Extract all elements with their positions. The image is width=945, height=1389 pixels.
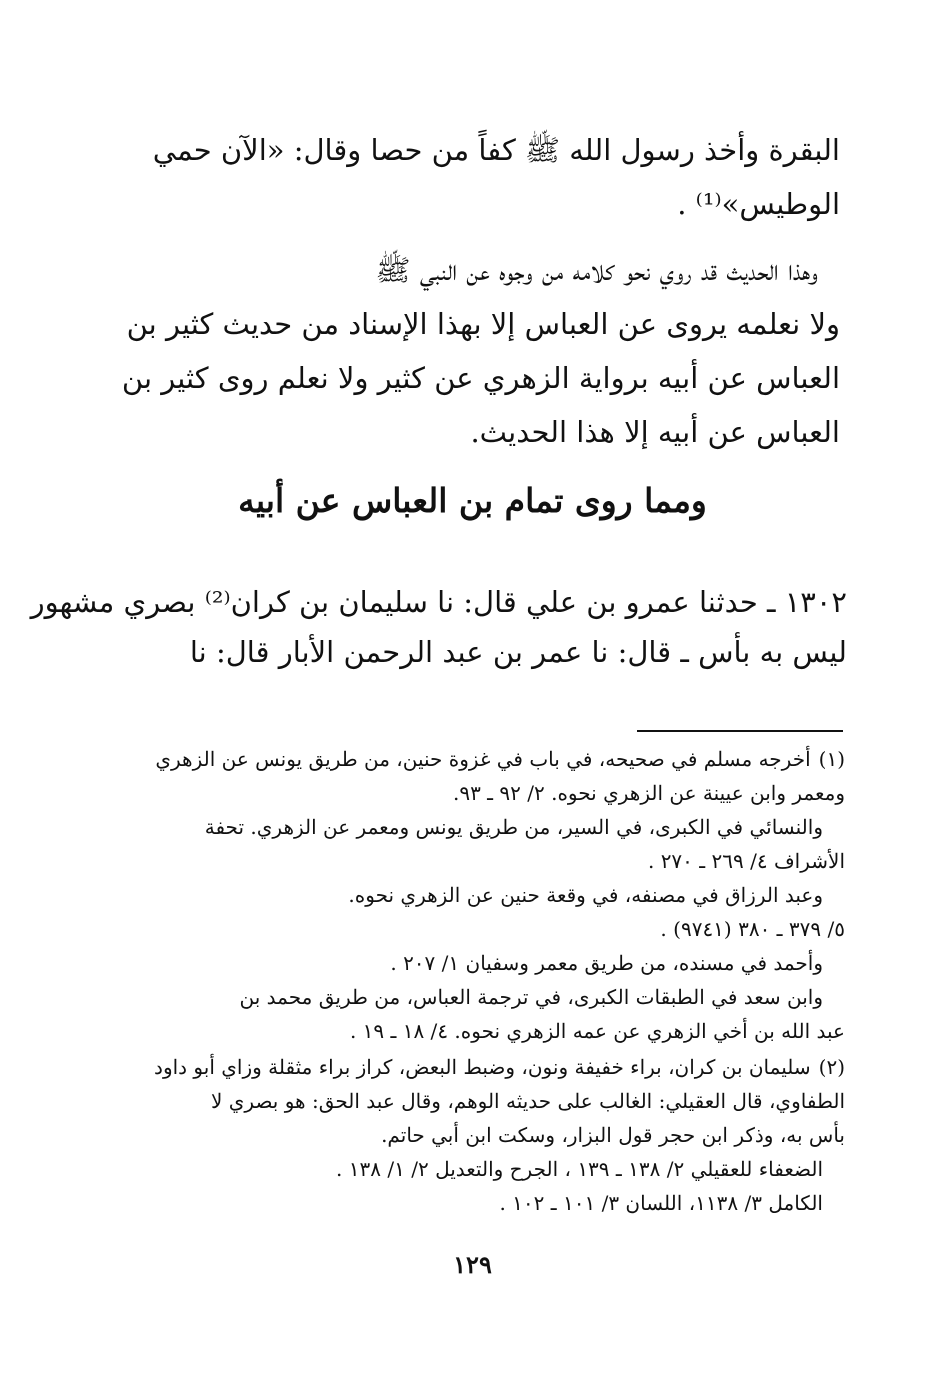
text-line: الوطيس»⁽¹⁾ . [677, 187, 840, 221]
footnote-1 [130, 742, 845, 1048]
paragraph-2 [121, 243, 840, 459]
footnote-line: الطفاوي، قال العقيلي: الغالب على حديثه الوهم، وقال عبد الحق: هو بصري لا [211, 1089, 845, 1113]
footnote-line [130, 1050, 845, 1084]
footnote-separator [637, 730, 843, 732]
footnote-number: (٢) [818, 1055, 845, 1079]
section-heading: ومما روى تمام بن العباس عن أبيه [238, 481, 707, 520]
text-line: العباس عن أبيه إلا هذا الحديث. [470, 415, 840, 449]
footnote-line: الضعفاء للعقيلي ٢/ ١٣٨ ـ ١٣٩ ، الجرح والتعديل ٢/ ١/ ١٣٨ . [336, 1157, 823, 1181]
footnote-number: (١) [818, 747, 845, 771]
page-number: ١٢٩ [453, 1250, 492, 1279]
footnote-line: بأس به، وذكر ابن حجر قول البزار، وسكت ابن أبي حاتم. [381, 1123, 845, 1147]
text-line: وهذا الحديث قد روي نحو كلامه من وجوه عن النبي ﷺ [375, 253, 818, 287]
text-line: ولا نعلمه يروى عن العباس إلا بهذا الإسناد من حديث كثير بن [126, 307, 840, 341]
footnote-line: ٥/ ٣٧٩ ـ ٣٨٠ (٩٧٤١) . [660, 917, 845, 941]
text-line: البقرة وأخذ رسول الله ﷺ كفاً من حصا وقال: «الآن حمي [152, 133, 840, 167]
footnote-line: عبد الله بن أخي الزهري عن عمه الزهري نحوه. ٤/ ١٨ ـ ١٩ . [349, 1019, 845, 1043]
footnote-line: وأحمد في مسنده، من طريق معمر وسفيان ١/ ٢٠٧ . [390, 951, 823, 975]
footnote-line: ومعمر وابن عيينة عن الزهري نحوه. ٢/ ٩٢ ـ ٩٣. [452, 781, 845, 805]
hadith-1302 [30, 577, 847, 677]
footnote-line: والنسائي في الكبرى، في السير، من طريق يونس ومعمر عن الزهري. تحفة [204, 815, 823, 839]
text-line: ليس به بأس ـ قال: نا عمر بن عبد الرحمن الأبار قال: نا [189, 635, 847, 669]
text-line: العباس عن أبيه برواية الزهري عن كثير ولا نعلم روى كثير بن [121, 361, 840, 395]
footnote-text: أخرجه مسلم في صحيحه، في باب في غزوة حنين، من طريق يونس عن الزهري [155, 747, 811, 771]
footnote-line: وابن سعد في الطبقات الكبرى، في ترجمة العباس، من طريق محمد بن [239, 985, 823, 1009]
footnote-text: سليمان بن كران، براء خفيفة ونون، وضبط البعض، كراز براء مثقلة وزاي أبو داود [154, 1055, 811, 1079]
footnote-2 [130, 1050, 845, 1220]
paragraph-1 [140, 123, 840, 231]
footnote-line [130, 742, 845, 776]
text-line: ١٣٠٢ ـ حدثنا عمرو بن علي قال: نا سليمان بن كران⁽²⁾ بصري مشهور [30, 585, 847, 619]
footnote-line: وعبد الرزاق في مصنفه، في وقعة حنين عن الزهري نحوه. [348, 883, 823, 907]
footnote-line: الأشراف ٤/ ٢٦٩ ـ ٢٧٠ . [647, 849, 845, 873]
footnote-line: الكامل ٣/ ١١٣٨، اللسان ٣/ ١٠١ ـ ١٠٢ . [499, 1191, 823, 1215]
